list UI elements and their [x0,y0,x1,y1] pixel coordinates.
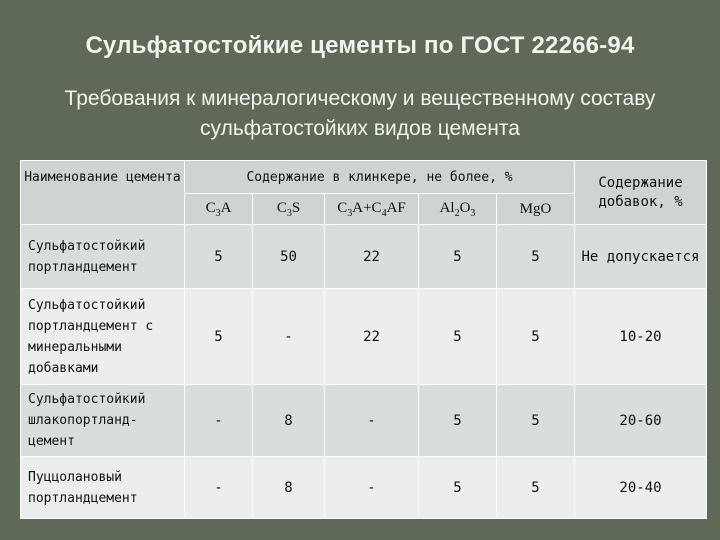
cement-name: Пуццолановый портландцемент [21,457,185,519]
header-mgo: MgO [497,194,575,225]
value-mgo: 5 [497,289,575,385]
value-c3a-c4af: 22 [325,225,419,289]
cement-requirements-table [20,160,707,519]
value-al2o3: 5 [419,457,497,519]
value-c3s: 8 [253,457,325,519]
header-clinker-group: Содержание в клинкере, не более, % [185,161,575,194]
cement-name: Сульфатостойкий шлакопортланд-цемент [21,385,185,457]
slide-title: Сульфатостойкие цементы по ГОСТ 22266-94 [85,32,635,59]
value-additives: 20-40 [575,457,707,519]
value-mgo: 5 [497,385,575,457]
header-additives: Содержание добавок, % [575,161,707,225]
value-c3a: 5 [185,225,253,289]
table-row [21,289,707,385]
value-additives: Не допускается [575,225,707,289]
slide-subtitle: Требования к минералогическому и вещественному составу сульфатостойких видов цемента [64,87,656,140]
value-c3a: 5 [185,289,253,385]
header-al2o3: $Al_2O_3$ [419,194,497,225]
value-mgo: 5 [497,457,575,519]
value-c3a: - [185,385,253,457]
table-row [21,457,707,519]
value-c3a-c4af: 22 [325,289,419,385]
header-c3s: $C_3S$ [253,194,325,225]
value-c3s: - [253,289,325,385]
table-row [21,225,707,289]
value-al2o3: 5 [419,385,497,457]
value-c3a: - [185,457,253,519]
cement-name: Сульфатостойкий портландцемент с минеральными добавками [21,289,185,385]
value-al2o3: 5 [419,289,497,385]
header-name: Наименование цемента [21,161,185,225]
cement-name: Сульфатостойкий портландцемент [21,225,185,289]
value-al2o3: 5 [419,225,497,289]
value-c3s: 8 [253,385,325,457]
header-c3a-c4af: $C_3A+C_4AF$ [325,194,419,225]
value-additives: 10-20 [575,289,707,385]
value-additives: 20-60 [575,385,707,457]
value-c3a-c4af: - [325,457,419,519]
table-row [21,385,707,457]
value-c3s: 50 [253,225,325,289]
value-mgo: 5 [497,225,575,289]
header-c3a: $C_3A$ [185,194,253,225]
value-c3a-c4af: - [325,385,419,457]
